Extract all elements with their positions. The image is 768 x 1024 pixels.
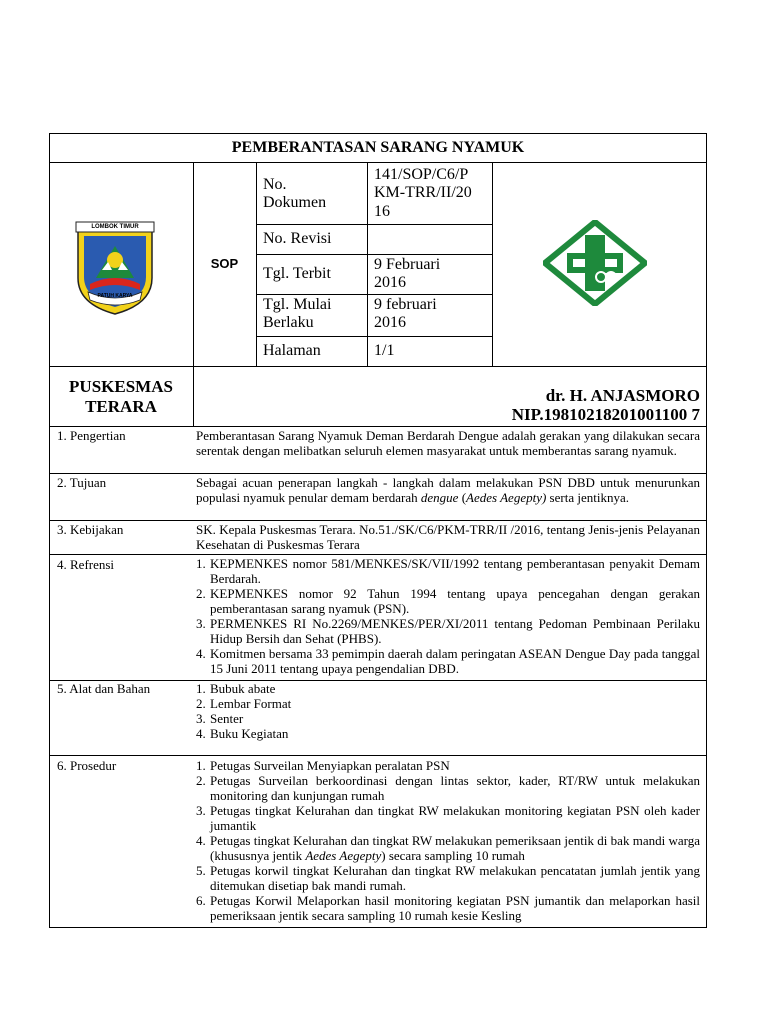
publish-date-value: 9 Februari 2016: [374, 256, 441, 292]
org-name: PUSKESMAS TERARA: [69, 377, 173, 416]
health-cross-icon: [543, 220, 647, 306]
list-item: 5. Petugas korwil tingkat Kelurahan dan tingkat RW melakukan pencatatan jumlah jentik yang ditemukan disetiap bak mandi rumah.: [196, 863, 700, 893]
page-title: PEMBERANTASAN SARANG NYAMUK: [231, 139, 525, 156]
alat-list: [196, 681, 700, 741]
effective-date-label: Tgl. Mulai Berlaku: [263, 296, 332, 332]
doc-number-value: 141/SOP/C6/PKM-TRR/II/2016: [374, 166, 472, 220]
refrensi-list: [196, 556, 700, 676]
tujuan-italic-dengue: dengue: [420, 490, 459, 505]
section-text-pengertian: Pemberantasan Sarang Nyamuk Deman Berdarah Dengue adalah gerakan yang dilakukan secara serentak dengan melibatkan seluruh elemen masyarakat untuk memberantas sarang nyamuk.: [196, 428, 700, 458]
logo-banner-text: LOMBOK TIMUR: [91, 224, 139, 230]
signer-nip: NIP.19810218201001100 7: [511, 405, 700, 424]
shield-emblem-icon: [74, 220, 156, 316]
prosedur-list: [196, 758, 700, 926]
list-item: 1. Bubuk abate: [196, 681, 276, 696]
section-text-tujuan: [196, 475, 700, 505]
page-label: Halaman: [263, 342, 321, 359]
section-label-kebijakan: 3. Kebijakan: [57, 522, 124, 537]
list-item: 4. Buku Kegiatan: [196, 726, 289, 741]
section-label-refrensi: 4. Refrensi: [57, 557, 115, 572]
tujuan-italic-aedes: Aedes Aegepty): [466, 490, 547, 505]
tujuan-text-a: Sebagai acuan penerapan langkah - langkah dalam melakukan PSN DBD untuk menurunkan populasi nyamuk penular demam berdarah: [196, 475, 700, 505]
section-label-prosedur: 6. Prosedur: [57, 758, 117, 773]
logo-motto-text: PATUH KARYA: [97, 293, 133, 299]
doc-number-label: No. Dokumen: [263, 176, 327, 212]
revision-label: No. Revisi: [263, 230, 332, 247]
list-item: 2. KEPMENKES nomor 92 Tahun 1994 tentang upaya pencegahan dengan gerakan pemberantasan sarang nyamuk (PSN).: [196, 586, 700, 616]
section-label-tujuan: 2. Tujuan: [57, 475, 107, 490]
publish-date-label: Tgl. Terbit: [263, 265, 331, 282]
list-item: 4. Petugas tingkat Kelurahan dan tingkat RW melakukan pemeriksaan jentik di bak mandi warga (khususnya jentik Aedes Aegepty) secara sampling 10 rumah: [196, 833, 700, 863]
list-item: 4. Komitmen bersama 33 pemimpin daerah dalam peringatan ASEAN Dengue Day pada tanggal 15 Juni 2011 tentang upaya pengendalian DBD.: [196, 646, 700, 676]
list-item: 2. Lembar Format: [196, 696, 292, 711]
list-item: 3. Petugas tingkat Kelurahan dan tingkat RW melakukan monitoring kegiatan PSN oleh kader jumantik: [196, 803, 700, 833]
effective-date-value: 9 februari 2016: [374, 296, 437, 332]
tujuan-text-b: (: [458, 490, 467, 505]
section-label-pengertian: 1. Pengertian: [57, 428, 126, 443]
signer-name: dr. H. ANJASMORO: [545, 386, 700, 405]
lombok-timur-logo: [74, 220, 156, 316]
puskesmas-logo: [543, 220, 647, 306]
list-item: 1. KEPMENKES nomor 581/MENKES/SK/VII/1992 tentang pemberantasan penyakit Demam Berdarah.: [196, 556, 700, 586]
tujuan-text-c: serta jentiknya.: [546, 490, 629, 505]
section-text-kebijakan: SK. Kepala Puskesmas Terara. No.51./SK/C6/PKM-TRR/II /2016, tentang Jenis-jenis Pelayanan Kesehatan di Puskesmas Terara: [196, 522, 700, 552]
list-item: 3. PERMENKES RI No.2269/MENKES/PER/XI/2011 tentang Pedoman Pembinaan Perilaku Hidup Bersih dan Sehat (PHBS).: [196, 616, 700, 646]
sop-label: SOP: [210, 256, 239, 271]
list-item: 1. Petugas Surveilan Menyiapkan peralatan PSN: [196, 758, 450, 773]
list-item: 2. Petugas Surveilan berkoordinasi dengan lintas sektor, kader, RT/RW untuk melakukan monitoring dan kunjungan rumah: [196, 773, 700, 803]
section-label-alat: 5. Alat dan Bahan: [57, 681, 151, 696]
page-value: 1/1: [374, 342, 395, 359]
list-item: 3. Senter: [196, 711, 244, 726]
list-item: 6. Petugas Korwil Melaporkan hasil monitoring kegiatan PSN jumantik dan melaporkan hasil pemeriksaan jentik secara sampling 10 rumah kesie Kesling: [196, 893, 700, 923]
